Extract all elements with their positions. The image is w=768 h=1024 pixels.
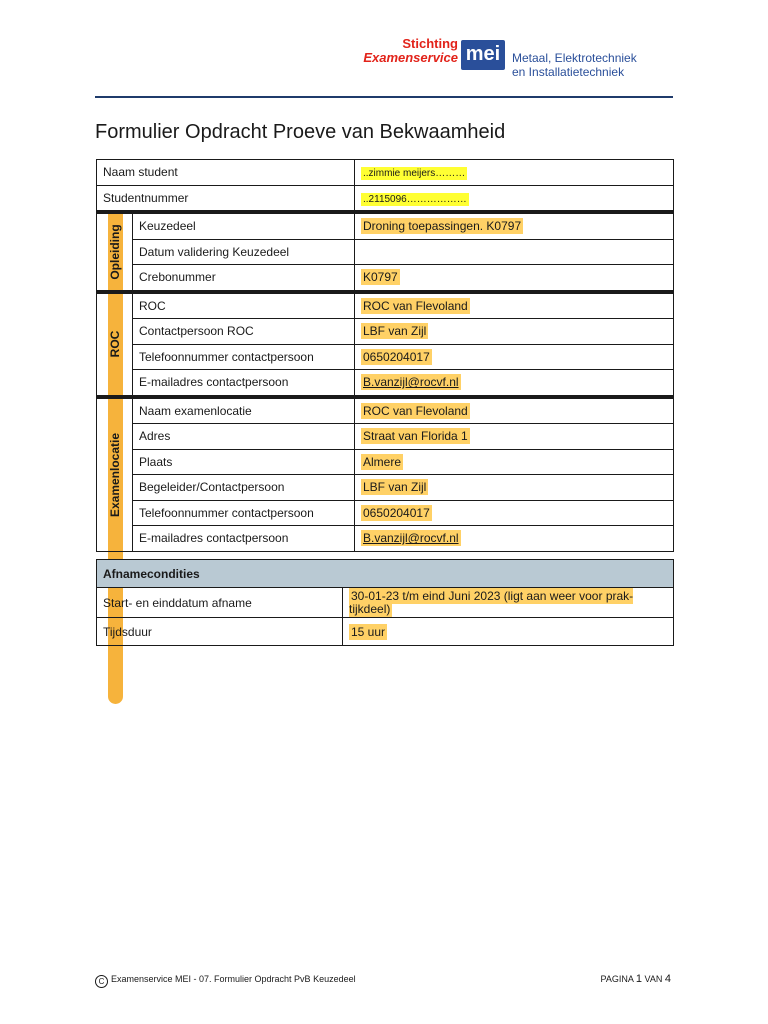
crebonummer-value: K0797 (363, 270, 398, 285)
logo-tagline-2: en Installatietechniek (512, 65, 625, 79)
keuzedeel-value: Droning toepassingen. K0797 (363, 219, 522, 234)
crebonummer-label: Crebonummer (133, 265, 355, 291)
side-label-examenlocatie-cell (97, 398, 133, 552)
begeleider-value: LBF van Zijl (363, 480, 427, 495)
table-row (97, 424, 674, 450)
contactpersoon-roc-value: LBF van Zijl (363, 324, 427, 339)
locatie-email-label: E-mailadres contactpersoon (133, 526, 355, 552)
afnamecondities-table (96, 559, 674, 646)
locatie-telefoon-cell[interactable] (355, 500, 674, 526)
side-label-roc-cell (97, 293, 133, 396)
begeleider-label: Begeleider/Contactpersoon (133, 475, 355, 501)
page-total: 4 (664, 973, 671, 985)
table-row (97, 239, 674, 265)
table-row (97, 398, 674, 424)
table-row (97, 560, 674, 588)
start-einddatum-cell[interactable] (343, 588, 674, 618)
of-word: VAN (644, 974, 663, 984)
adres-label: Adres (133, 424, 355, 450)
roc-cell[interactable] (355, 293, 674, 319)
roc-email-cell[interactable] (355, 370, 674, 396)
locatie-telefoon-label: Telefoonnummer contactpersoon (133, 500, 355, 526)
table-row (97, 588, 674, 618)
tijdsduur-cell[interactable] (343, 618, 674, 646)
page-word: PAGINA (600, 974, 634, 984)
student-name-label: Naam student (97, 160, 355, 186)
contactpersoon-roc-label: Contactpersoon ROC (133, 319, 355, 345)
logo-tagline-1: Metaal, Elektrotechniek (512, 51, 637, 65)
adres-cell[interactable] (355, 424, 674, 450)
table-row (97, 185, 674, 211)
afnamecondities-heading: Afnamecondities (97, 560, 674, 588)
naam-examenlocatie-value: ROC van Flevoland (363, 403, 468, 418)
crebonummer-cell[interactable] (355, 265, 674, 291)
side-label-opleiding: Opleiding (107, 224, 122, 280)
adres-value: Straat van Florida 1 (363, 429, 468, 444)
locatie-email-link[interactable]: B.vanzijl@rocvf.nl (363, 531, 459, 546)
roc-value: ROC van Flevoland (363, 298, 468, 313)
mei-logo (363, 35, 680, 85)
locatie-telefoon-value: 0650204017 (363, 505, 430, 520)
tijdsduur-value: 15 uur (351, 624, 386, 639)
roc-telefoon-label: Telefoonnummer contactpersoon (133, 344, 355, 370)
footer-document-name: Examenservice MEI - 07. Formulier Opdracht PvB Keuzedeel (111, 974, 356, 984)
plaats-cell[interactable] (355, 449, 674, 475)
footer-left (95, 974, 356, 988)
begeleider-cell[interactable] (355, 475, 674, 501)
page-number: 1 (635, 973, 642, 985)
naam-examenlocatie-label: Naam examenlocatie (133, 398, 355, 424)
datum-validering-cell[interactable] (355, 239, 674, 265)
table-row (97, 475, 674, 501)
student-number-label: Studentnummer (97, 185, 355, 211)
roc-email-link[interactable]: B.vanzijl@rocvf.nl (363, 375, 459, 390)
brand-line-stichting: Stichting (402, 36, 458, 51)
roc-telefoon-value: 0650204017 (363, 349, 430, 364)
copyright-icon: C (95, 975, 108, 988)
table-row (97, 265, 674, 291)
side-label-opleiding-cell (97, 213, 133, 291)
mei-logo-mark: mei (461, 40, 505, 70)
student-number-value: ..2115096……………… (363, 193, 467, 205)
roc-email-label: E-mailadres contactpersoon (133, 370, 355, 396)
keuzedeel-label: Keuzedeel (133, 213, 355, 239)
tijdsduur-label: Tijdsduur (97, 618, 343, 646)
table-row (97, 293, 674, 319)
contactpersoon-roc-cell[interactable] (355, 319, 674, 345)
table-row (97, 213, 674, 239)
keuzedeel-cell[interactable] (355, 213, 674, 239)
table-row (97, 160, 674, 186)
student-form-table (96, 159, 674, 552)
plaats-label: Plaats (133, 449, 355, 475)
roc-telefoon-cell[interactable] (355, 344, 674, 370)
student-name-cell[interactable] (355, 160, 674, 186)
student-number-cell[interactable] (355, 185, 674, 211)
side-label-roc: ROC (107, 330, 122, 358)
naam-examenlocatie-cell[interactable] (355, 398, 674, 424)
table-row (97, 344, 674, 370)
student-name-value: ..zimmie meijers……… (363, 168, 466, 180)
locatie-email-cell[interactable] (355, 526, 674, 552)
table-row (97, 449, 674, 475)
plaats-value: Almere (363, 454, 402, 469)
side-label-examenlocatie: Examenlocatie (107, 432, 122, 517)
page-title: Formulier Opdracht Proeve van Bekwaamheid (95, 121, 506, 143)
datum-validering-label: Datum validering Keuzedeel (133, 239, 355, 265)
table-row (97, 370, 674, 396)
roc-label: ROC (133, 293, 355, 319)
header-rule (95, 96, 673, 98)
page-indicator (601, 973, 672, 985)
table-row (97, 618, 674, 646)
start-einddatum-label: Start- en einddatum afname (97, 588, 343, 618)
table-row (97, 526, 674, 552)
table-row (97, 319, 674, 345)
start-einddatum-value: 30-01-23 t/m eind Juni 2023 (ligt aan weer voor prak-tijkdeel) (349, 588, 634, 616)
table-row (97, 500, 674, 526)
brand-line-examenservice: Examenservice (363, 50, 458, 65)
